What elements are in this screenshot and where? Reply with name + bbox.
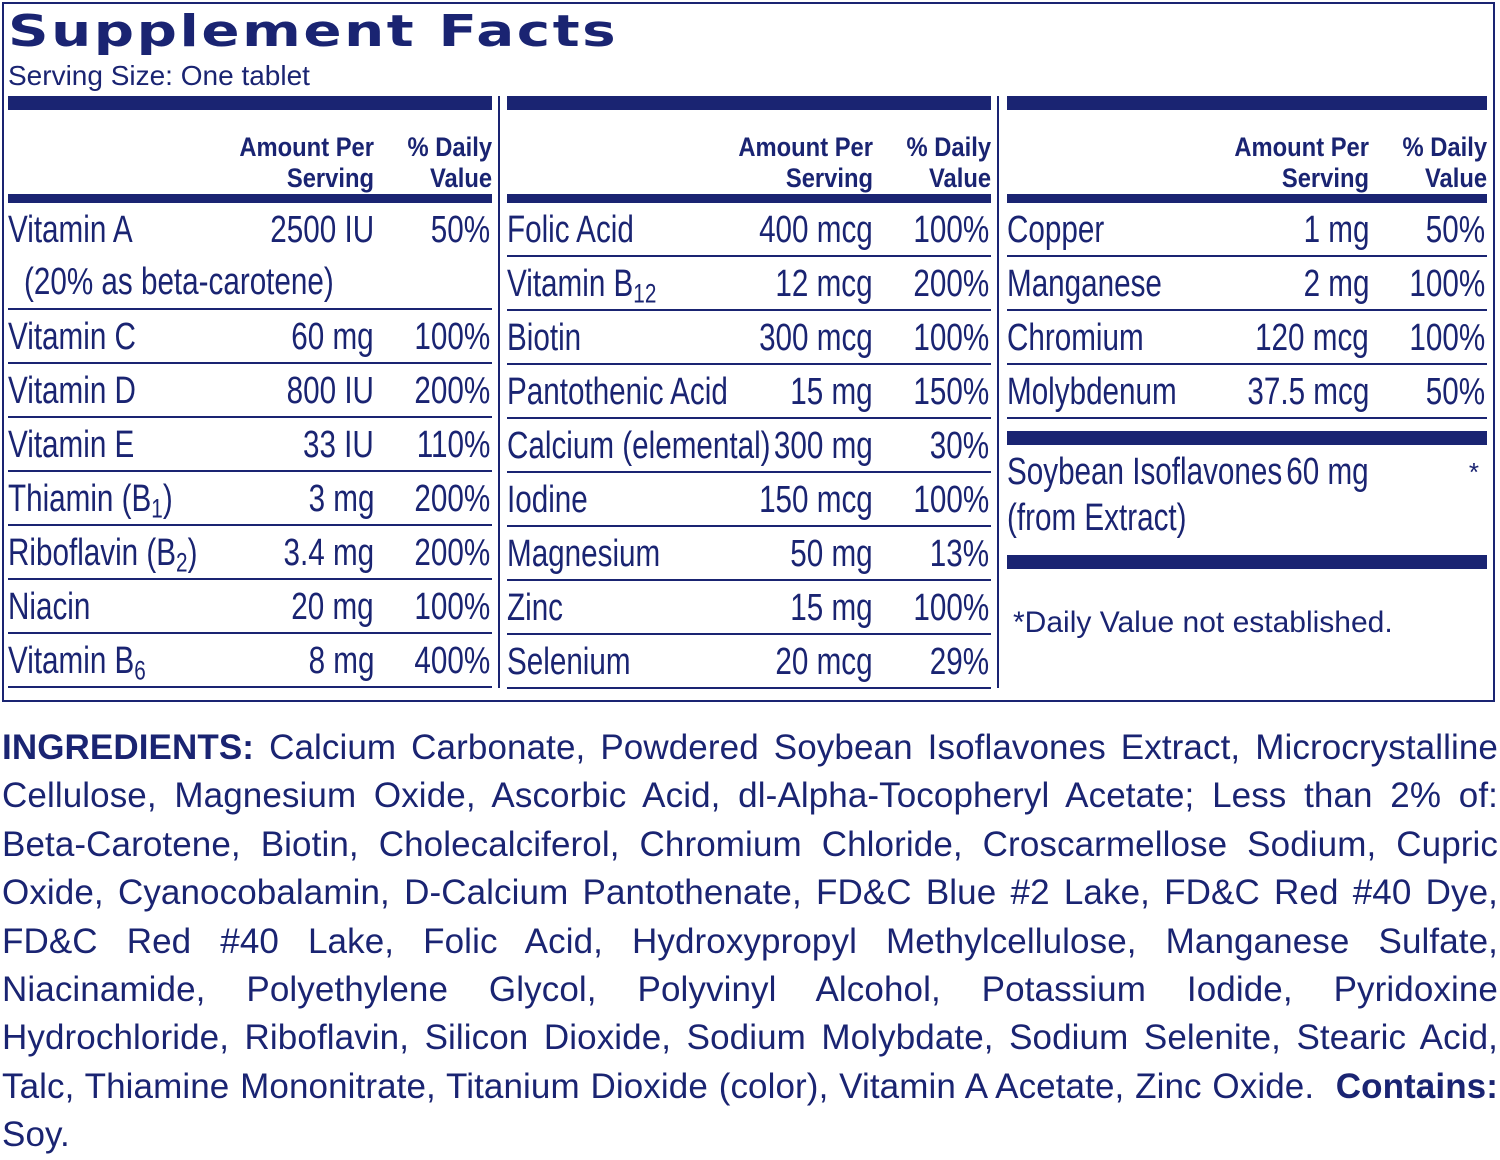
nutrient-column-1 (8, 96, 492, 688)
nutrient-name: Vitamin $B_6$ (8, 640, 146, 686)
nutrient-name: Niacin (8, 586, 91, 628)
nutrient-daily-value: 50% (1425, 371, 1485, 413)
nutrient-row (8, 634, 492, 688)
nutrient-row (507, 311, 991, 365)
nutrient-name: Iodine (507, 479, 588, 521)
nutrient-daily-value: 100% (913, 209, 989, 251)
nutrient-name: Vitamin C (8, 316, 136, 358)
nutrient-row (507, 419, 991, 473)
nutrient-note: (20% as beta-carotene) (24, 261, 334, 303)
nutrient-name: Folic Acid (507, 209, 634, 251)
nutrient-daily-value: 200% (414, 532, 490, 574)
nutrient-amount: 2500 IU (270, 209, 374, 251)
nutrient-column-3 (1007, 96, 1487, 639)
nutrient-daily-value: 100% (1409, 263, 1485, 305)
nutrient-daily-value: 13% (929, 533, 989, 575)
nutrient-row (8, 526, 492, 580)
column-header (507, 110, 991, 194)
section-bar (1007, 555, 1487, 569)
amount-per-serving-header: Amount Per Serving (239, 132, 374, 193)
nutrient-daily-value: 150% (913, 371, 989, 413)
ingredients-label: INGREDIENTS: (2, 728, 255, 767)
nutrient-amount: 3.4 mg (283, 532, 374, 574)
column-divider (498, 96, 500, 688)
nutrient-row (507, 365, 991, 419)
nutrient-daily-value: 200% (414, 478, 490, 520)
amount-per-serving-header: Amount Per Serving (738, 132, 873, 193)
nutrient-row (1007, 365, 1487, 419)
nutrient-row (507, 635, 991, 689)
nutrient-row (8, 418, 492, 472)
column-divider (997, 96, 999, 688)
nutrient-amount: 300 mg (774, 425, 873, 467)
nutrient-name: Molybdenum (1007, 371, 1177, 413)
nutrient-daily-value: 100% (414, 316, 490, 358)
nutrient-row (507, 203, 991, 257)
daily-value-header: % Daily Value (1402, 132, 1487, 193)
nutrient-amount: 15 mg (790, 371, 873, 413)
nutrient-row (1007, 257, 1487, 311)
nutrient-amount: 50 mg (790, 533, 873, 575)
footnote: *Daily Value not established. (1013, 606, 1393, 639)
nutrient-name: Manganese (1007, 263, 1162, 305)
nutrient-daily-value: 200% (414, 370, 490, 412)
nutrient-daily-value: 110% (416, 424, 490, 466)
nutrient-amount: 20 mg (291, 586, 374, 628)
nutrient-column-2 (507, 96, 991, 689)
nutrient-amount: 60 mg (291, 316, 374, 358)
nutrient-amount: 800 IU (286, 370, 374, 412)
nutrient-row (8, 203, 492, 310)
header-divider (8, 194, 492, 203)
nutrient-row (8, 580, 492, 634)
nutrient-row (8, 310, 492, 364)
nutrient-name: Vitamin D (8, 370, 136, 412)
nutrient-name: Pantothenic Acid (507, 371, 728, 413)
nutrient-daily-value: 100% (1409, 317, 1485, 359)
nutrient-name: Thiamin $(B_1)$ (8, 478, 173, 524)
nutrient-amount: 33 IU (303, 424, 374, 466)
nutrient-amount: 60 mg (1286, 451, 1369, 493)
nutrient-amount: 400 mcg (759, 209, 873, 251)
ingredients-paragraph (2, 724, 1498, 1160)
nutrient-name: Biotin (507, 317, 582, 359)
nutrient-name: Chromium (1007, 317, 1144, 359)
nutrient-name: Magnesium (507, 533, 661, 575)
section-bar (1007, 431, 1487, 445)
nutrient-row (1007, 203, 1487, 257)
nutrient-amount: 2 mg (1303, 263, 1369, 305)
daily-value-header: % Daily Value (407, 132, 492, 193)
nutrient-daily-value: 100% (913, 479, 989, 521)
nutrient-daily-value: 100% (913, 587, 989, 629)
nutrient-name: Vitamin E (8, 424, 135, 466)
nutrient-name: Zinc (507, 587, 564, 629)
nutrient-amount: 3 mg (308, 478, 374, 520)
nutrient-name: Selenium (507, 641, 631, 683)
header-bar (1007, 96, 1487, 110)
nutrient-daily-value: 100% (913, 317, 989, 359)
nutrient-daily-value: 29% (929, 641, 989, 683)
nutrient-name: Copper (1007, 209, 1105, 251)
nutrient-daily-value: 200% (913, 263, 989, 305)
nutrient-row (507, 527, 991, 581)
header-divider (1007, 194, 1487, 203)
nutrient-name: Soybean Isoflavones (1007, 451, 1283, 493)
nutrient-daily-value: * (1468, 457, 1479, 487)
nutrient-amount: 20 mcg (775, 641, 873, 683)
nutrient-amount: 12 mcg (775, 263, 873, 305)
ingredients-text: Calcium Carbonate, Powdered Soybean Isoflavones Extract, Microcrystalline Cellulose, Magnesium Oxide, Ascorbic Acid, dl-Alpha-Tocopheryl Acetate; Less than 2% of: Beta-Carotene, Biotin, Cholecalciferol, Chromium Chloride, Croscarmellose Sodium, Cupric Oxide, Cyanocobalamin, D-Calcium Pantothenate, FD&C Blue #2 Lake, FD&C Red #40 Dye, FD&C Red #40 Lake, Folic Acid, Hydroxypropyl Methylcellulose, Manganese Sulfate, Niacinamide, Polyethylene Glycol, Polyvinyl Alcohol, Potassium Iodide, Pyridoxine Hydrochloride, Riboflavin, Silicon Dioxide, Sodium Molybdate, Sodium Selenite, Stearic Acid, Talc, Thiamine Mononitrate, Titanium Dioxide (color), Vitamin A Acetate, Zinc Oxide. (2, 728, 1498, 1106)
header-bar (507, 96, 991, 110)
nutrient-amount: 8 mg (308, 640, 374, 682)
nutrient-daily-value: 50% (1425, 209, 1485, 251)
contains-label: Contains: (1335, 1066, 1498, 1106)
header-bar (8, 96, 492, 110)
nutrient-name: Riboflavin $(B_2)$ (8, 532, 198, 578)
nutrient-name: Calcium (elemental) (507, 425, 771, 467)
nutrient-daily-value: 30% (929, 425, 989, 467)
nutrient-name: Vitamin $B_{12}$ (507, 263, 657, 309)
nutrient-daily-value: 400% (414, 640, 490, 682)
nutrient-row (507, 473, 991, 527)
nutrient-row (507, 581, 991, 635)
nutrient-row (8, 364, 492, 418)
nutrient-row (8, 472, 492, 526)
nutrient-daily-value: 50% (430, 209, 490, 251)
amount-per-serving-header: Amount Per Serving (1234, 132, 1369, 193)
contains-value: Soy. (2, 1115, 70, 1155)
column-header (1007, 110, 1487, 194)
nutrient-amount: 37.5 mcg (1247, 371, 1369, 413)
page-title: Supplement Facts (8, 6, 619, 57)
nutrient-amount: 1 mg (1303, 209, 1369, 251)
header-divider (507, 194, 991, 203)
serving-size: Serving Size: One tablet (8, 60, 310, 91)
nutrient-name: Vitamin A (8, 209, 133, 251)
column-header (8, 110, 492, 194)
nutrient-daily-value: 100% (414, 586, 490, 628)
nutrient-amount: 120 mcg (1255, 317, 1369, 359)
nutrient-name-sub: (from Extract) (1007, 497, 1187, 539)
nutrient-amount: 150 mcg (759, 479, 873, 521)
daily-value-header: % Daily Value (906, 132, 991, 193)
nutrient-row (507, 257, 991, 311)
nutrient-amount: 15 mg (790, 587, 873, 629)
soybean-isoflavones-row (1007, 445, 1487, 555)
nutrient-amount: 300 mcg (759, 317, 873, 359)
nutrient-row (1007, 311, 1487, 365)
